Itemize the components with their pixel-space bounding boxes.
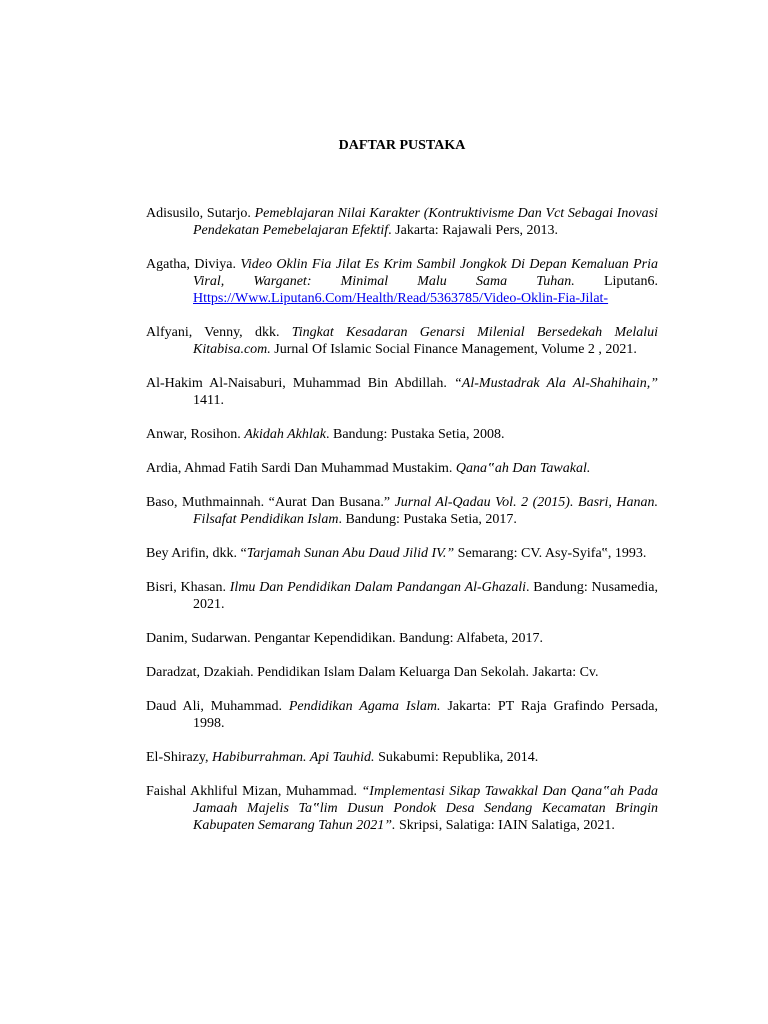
reference-italic-title: Habiburrahman. Api Tauhid. bbox=[211, 750, 375, 765]
reference-text: Jakarta: PT Raja Grafindo Persada, 1998. bbox=[193, 699, 658, 731]
reference-entry bbox=[146, 494, 658, 528]
reference-italic-title: “Al-Mustadrak Ala Al-Shahihain,” bbox=[454, 376, 659, 391]
reference-entry bbox=[146, 460, 658, 477]
reference-text: Jurnal Of Islamic Social Finance Management, Volume 2 , 2021. bbox=[270, 342, 637, 357]
reference-entry bbox=[146, 664, 658, 681]
reference-text: Baso, Muthmainnah. “Aurat Dan Busana.” bbox=[146, 495, 395, 510]
reference-text: . Bandung: Pustaka Setia, 2008. bbox=[326, 427, 505, 442]
reference-text: Adisusilo, Sutarjo. bbox=[146, 206, 255, 221]
reference-url-link[interactable]: Https://Www.Liputan6.Com/Health/Read/5363785/Video-Oklin-Fia-Jilat- bbox=[193, 291, 609, 306]
reference-italic-title: Jurnal Al-Qadau Vol. 2 (2015). Basri, Hanan. Filsafat Pendidikan Islam bbox=[193, 495, 658, 527]
reference-text: Faishal Akhliful Mizan, Muhammad. bbox=[146, 784, 362, 799]
reference-italic-title: Tarjamah Sunan Abu Daud Jilid IV.” bbox=[246, 546, 455, 561]
reference-italic-title: Ilmu Dan Pendidikan Dalam Pandangan Al-Ghazali bbox=[229, 580, 527, 595]
page-title: DAFTAR PUSTAKA bbox=[338, 138, 466, 153]
reference-list bbox=[146, 205, 658, 851]
reference-entry bbox=[146, 579, 658, 613]
reference-entry bbox=[146, 426, 658, 443]
reference-text: Skripsi, Salatiga: IAIN Salatiga, 2021. bbox=[395, 818, 615, 833]
reference-text: Daradzat, Dzakiah. Pendidikan Islam Dalam Keluarga Dan Sekolah. Jakarta: Cv. bbox=[146, 665, 599, 680]
reference-text: Daud Ali, Muhammad. bbox=[146, 699, 289, 714]
reference-text: Agatha, Diviya. bbox=[146, 257, 241, 272]
reference-text: Ardia, Ahmad Fatih Sardi Dan Muhammad Mustakim. bbox=[146, 461, 456, 476]
reference-text: Liputan6. bbox=[574, 274, 658, 289]
reference-text: Anwar, Rosihon. bbox=[146, 427, 245, 442]
reference-entry bbox=[146, 630, 658, 647]
reference-italic-title: Video Oklin Fia Jilat Es Krim Sambil Jongkok Di Depan Kemaluan Pria Viral, Warganet: Minimal Malu Sama Tuhan. bbox=[193, 257, 658, 289]
reference-text: Bey Arifin, dkk. “ bbox=[146, 546, 247, 561]
reference-text: Al-Hakim Al-Naisaburi, Muhammad Bin Abdillah. bbox=[146, 376, 455, 391]
reference-text: Danim, Sudarwan. Pengantar Kependidikan. Bandung: Alfabeta, 2017. bbox=[146, 631, 543, 646]
reference-italic-title: Tingkat Kesadaran Genarsi Milenial Bersedekah Melalui Kitabisa.com. bbox=[193, 325, 658, 357]
reference-text: Semarang: CV. Asy-Syifa‟, 1993. bbox=[454, 546, 647, 561]
reference-text: Sukabumi: Republika, 2014. bbox=[374, 750, 539, 765]
reference-entry bbox=[146, 545, 658, 562]
reference-italic-title: Pendidikan Agama Islam. bbox=[288, 699, 441, 714]
reference-text: . Jakarta: Rajawali Pers, 2013. bbox=[388, 223, 559, 238]
reference-entry bbox=[146, 698, 658, 732]
reference-entry bbox=[146, 783, 658, 834]
reference-entry bbox=[146, 205, 658, 239]
reference-entry bbox=[146, 375, 658, 409]
reference-text: 1411. bbox=[193, 393, 224, 408]
reference-text: Alfyani, Venny, dkk. bbox=[146, 325, 292, 340]
reference-italic-title: Qana‟ah Dan Tawakal. bbox=[455, 461, 591, 476]
reference-text: . Bandung: Pustaka Setia, 2017. bbox=[338, 512, 517, 527]
reference-text: Bisri, Khasan. bbox=[146, 580, 230, 595]
reference-entry bbox=[146, 256, 658, 307]
reference-entry bbox=[146, 749, 658, 766]
reference-entry bbox=[146, 324, 658, 358]
reference-italic-title: “Implementasi Sikap Tawakkal Dan Qana‟ah Pada Jamaah Majelis Ta‟lim Dusun Pondok Desa Sendang Kecamatan Bringin Kabupaten Semarang Tahun 2021”. bbox=[193, 784, 658, 833]
reference-text: El-Shirazy, bbox=[146, 750, 212, 765]
reference-italic-title: Akidah Akhlak bbox=[244, 427, 326, 442]
reference-text: . Bandung: Nusamedia, 2021. bbox=[193, 580, 659, 612]
reference-italic-title: Pemeblajaran Nilai Karakter (Kontruktivisme Dan Vct Sebagai Inovasi Pendekatan Pemebelajaran Efektif bbox=[193, 206, 658, 238]
